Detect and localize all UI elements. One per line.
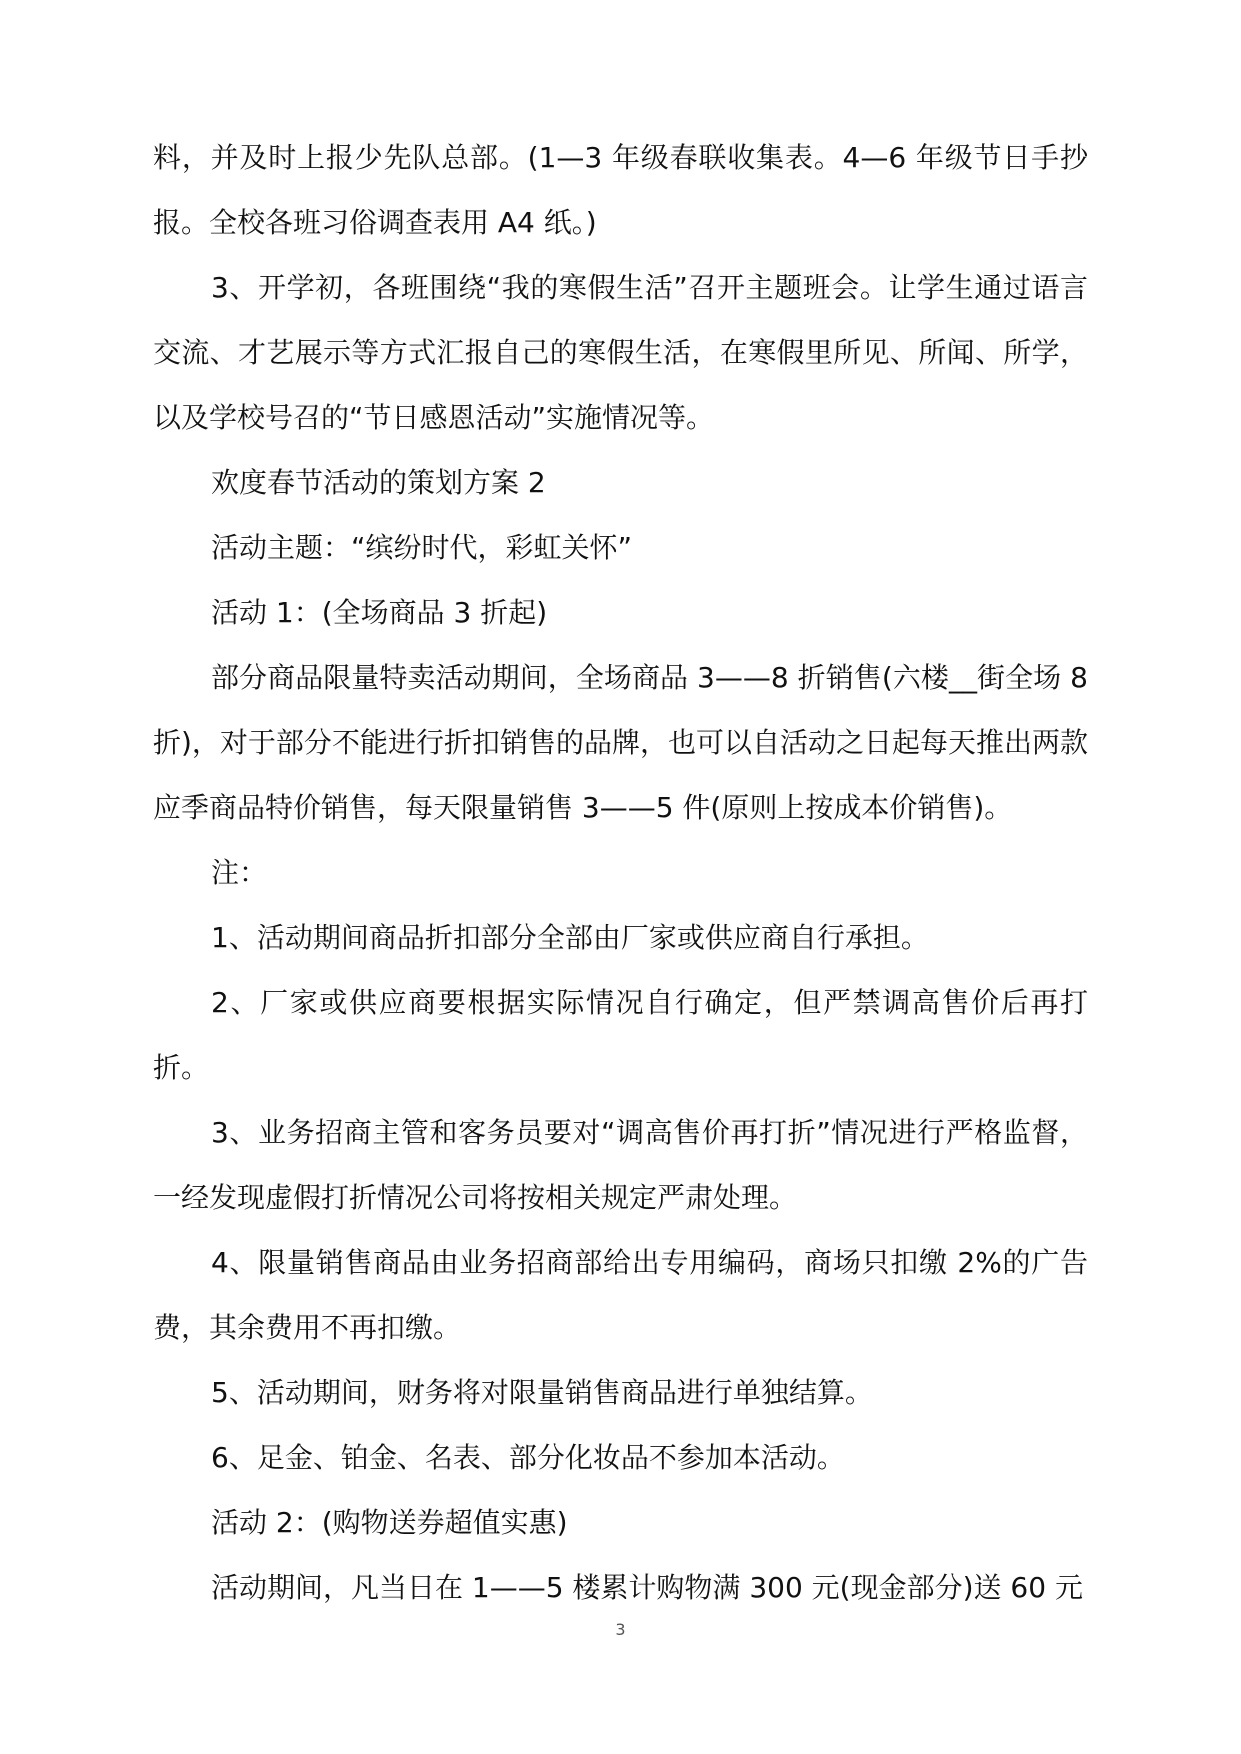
page-number: 3 — [615, 1620, 626, 1639]
section-heading-plan-2: 欢度春节活动的策划方案 2 — [211, 466, 546, 499]
paragraph-note-1: 1、活动期间商品折扣部分全部由厂家或供应商自行承担。 — [211, 921, 929, 954]
paragraph-note-4: 4、限量销售商品由业务招商部给出专用编码，商场只扣缴 2%的广告费，其余费用不再扣缴。 — [153, 1246, 1088, 1344]
paragraph-activity-2-body: 活动期间，凡当日在 1——5 楼累计购物满 300 元(现金部分)送 60 元 — [211, 1571, 1083, 1604]
paragraph-note-6: 6、足金、铂金、名表、部分化妆品不参加本活动。 — [211, 1441, 845, 1474]
document-body — [153, 125, 1088, 1620]
paragraph-limited-sale: 部分商品限量特卖活动期间，全场商品 3——8 折销售(六楼__街全场 8 折)，对于部分不能进行折扣销售的品牌，也可以自活动之日起每天推出两款应季商品特价销售，每天限量销售 3——5 件(原则上按成本价销售)。 — [153, 661, 1088, 824]
paragraph-item-3-class-meeting: 3、开学初，各班围绕“我的寒假生活”召开主题班会。让学生通过语言交流、才艺展示等方式汇报自己的寒假生活，在寒假里所见、所闻、所学，以及学校号召的“节日感恩活动”实施情况等。 — [153, 271, 1088, 434]
paragraph-note-3: 3、业务招商主管和客务员要对“调高售价再打折”情况进行严格监督，一经发现虚假打折情况公司将按相关规定严肃处理。 — [153, 1116, 1088, 1214]
document-page — [153, 0, 1088, 1754]
paragraph-note-2: 2、厂家或供应商要根据实际情况自行确定，但严禁调高售价后再打折。 — [153, 986, 1088, 1084]
paragraph-continuation: 料，并及时上报少先队总部。(1—3 年级春联收集表。4—6 年级节日手抄报。全校各班习俗调查表用 A4 纸。) — [153, 141, 1088, 239]
paragraph-activity-1-heading: 活动 1：(全场商品 3 折起) — [211, 596, 548, 629]
paragraph-note-heading: 注： — [211, 856, 268, 889]
paragraph-note-5: 5、活动期间，财务将对限量销售商品进行单独结算。 — [211, 1376, 873, 1409]
paragraph-activity-2-heading: 活动 2：(购物送券超值实惠) — [211, 1506, 568, 1539]
paragraph-activity-theme: 活动主题：“缤纷时代，彩虹关怀” — [211, 531, 633, 564]
